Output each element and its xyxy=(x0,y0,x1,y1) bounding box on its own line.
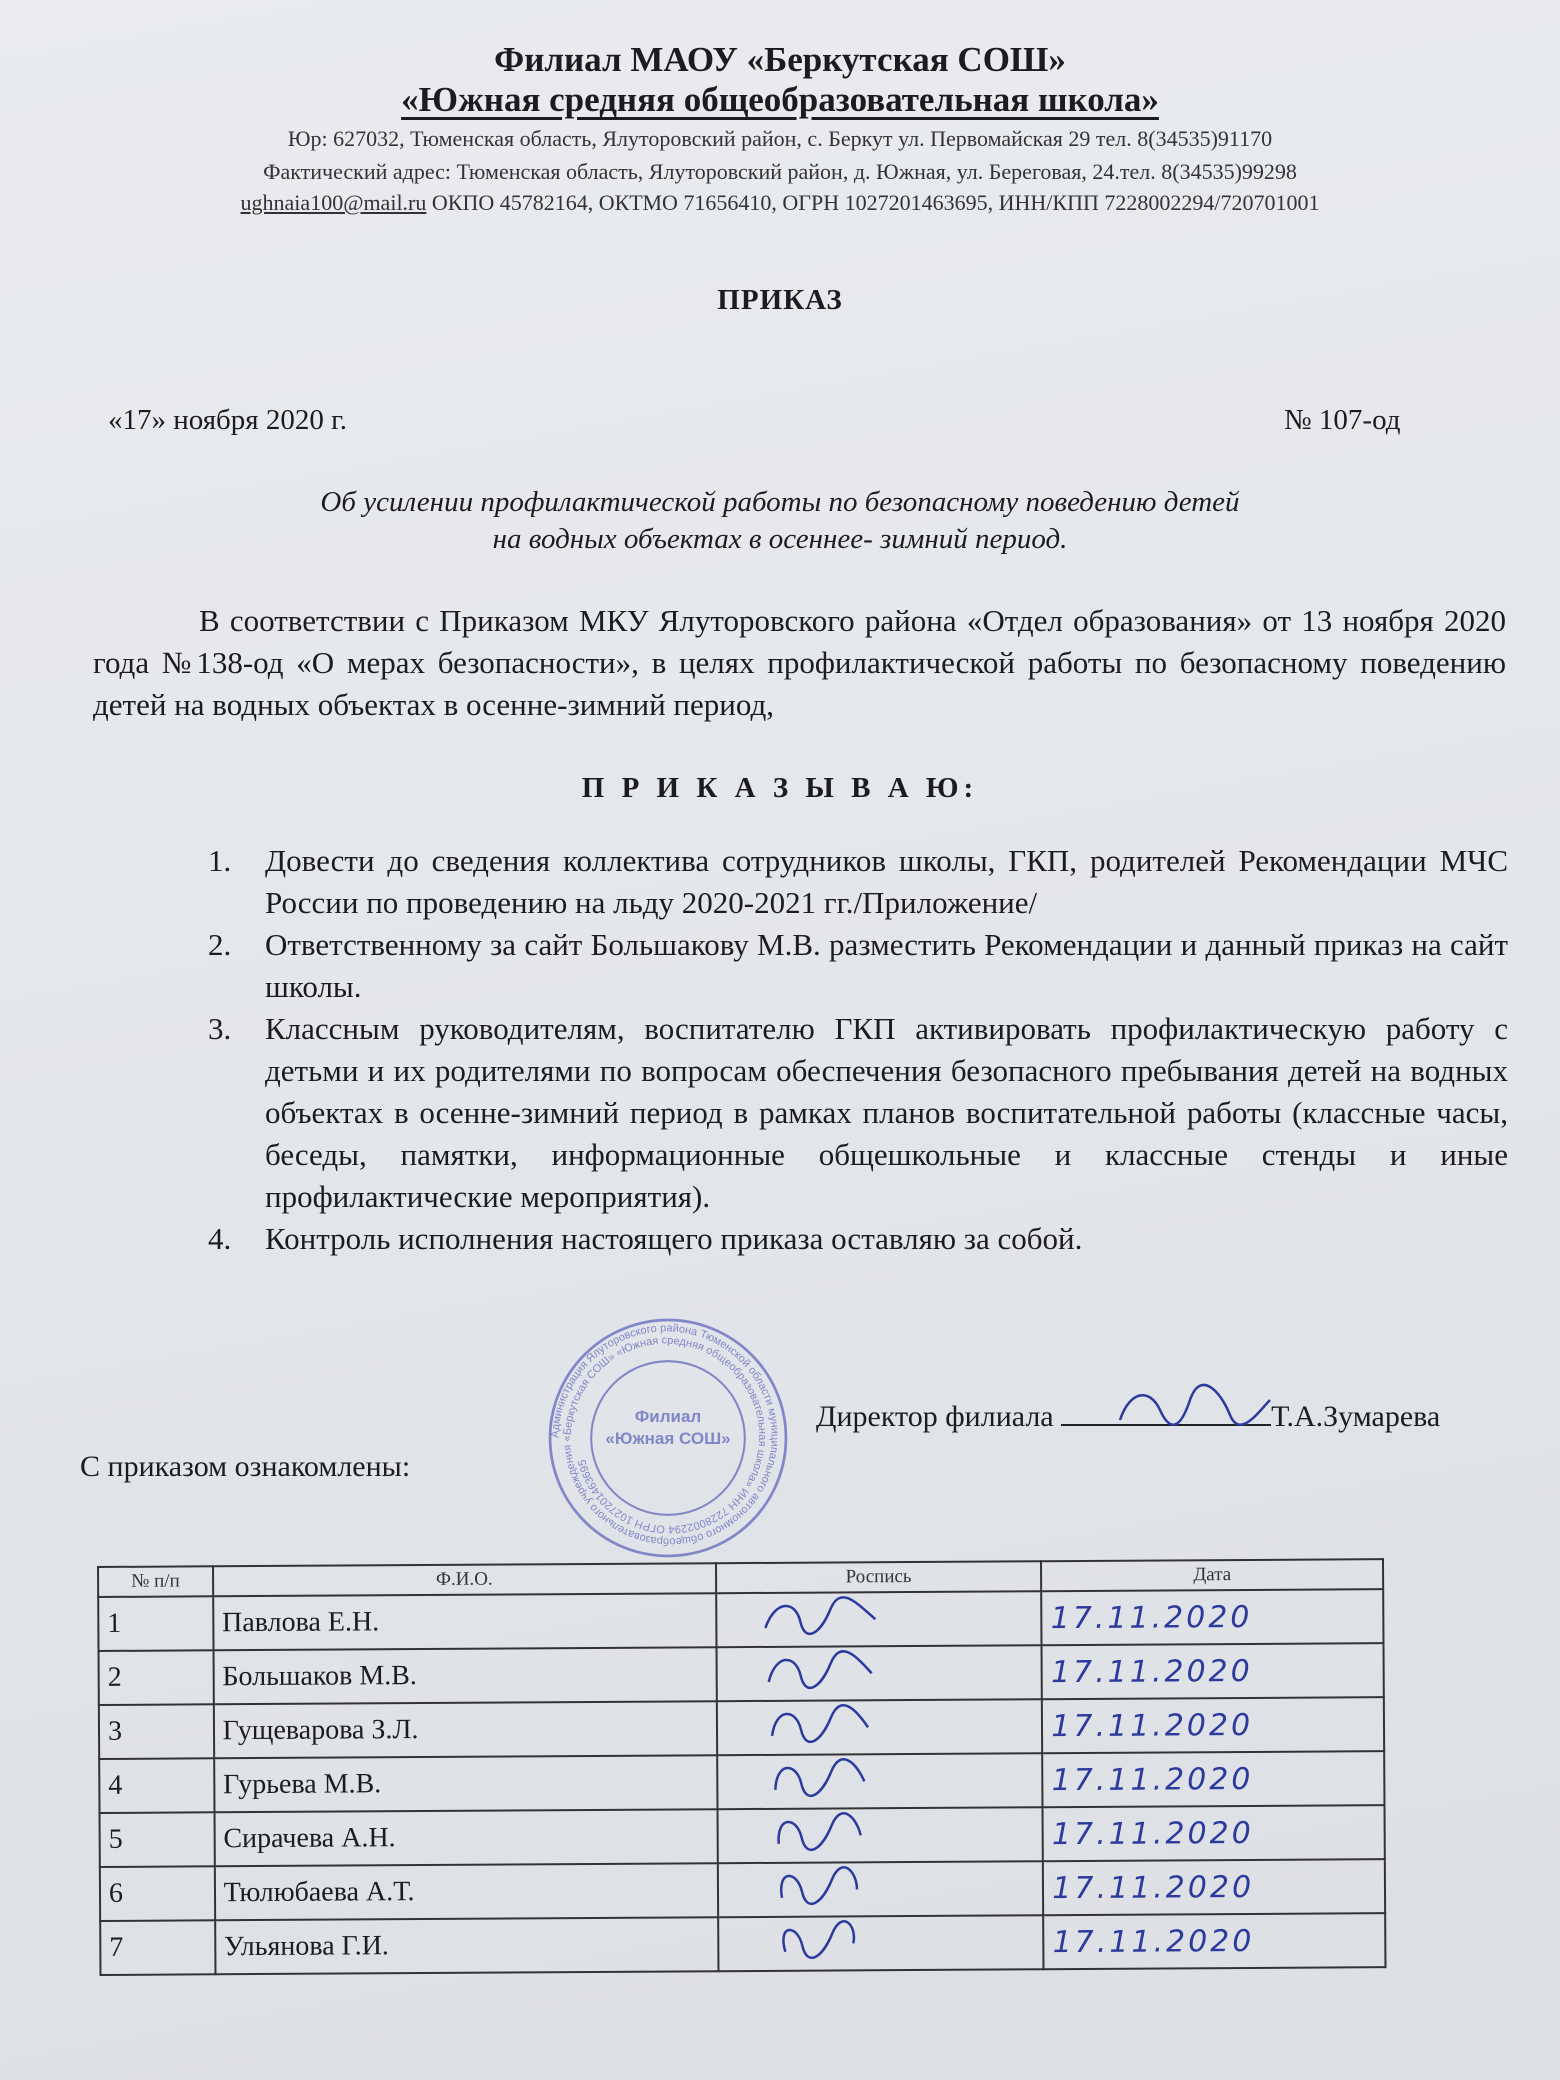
row-name: Павлова Е.Н. xyxy=(213,1593,716,1650)
item-number: 3. xyxy=(208,1011,232,1046)
row-signature xyxy=(718,1861,1044,1917)
table-row xyxy=(99,1643,1384,1705)
row-date: 17.11.2020 xyxy=(1042,1589,1384,1645)
row-date: 17.11.2020 xyxy=(1043,1805,1385,1861)
row-date: 17.11.2020 xyxy=(1042,1643,1384,1699)
col-name: Ф.И.О. xyxy=(213,1563,716,1596)
legal-address: Юр: 627032, Тюменская область, Ялуторовский район, с. Беркут ул. Первомайская 29 тел. 8(34535)91170 xyxy=(287,126,1273,151)
row-number: 7 xyxy=(100,1920,215,1975)
director-name: Т.А.Зумарева xyxy=(1271,1400,1441,1433)
row-signature xyxy=(717,1807,1043,1863)
row-number: 4 xyxy=(99,1758,214,1813)
contacts-line xyxy=(0,190,1560,216)
table-row xyxy=(99,1697,1384,1759)
row-name: Тюлюбаева А.Т. xyxy=(215,1863,718,1920)
actual-address: Фактический адрес: Тюменская область, Ялуторовский район, д. Южная, ул. Береговая, 24.тел. 8(34535)99298 xyxy=(263,159,1297,184)
order-item xyxy=(208,1218,1508,1260)
subject-line-1: Об усилении профилактической работы по безопасному поведению детей xyxy=(320,486,1240,518)
row-signature xyxy=(716,1645,1042,1701)
item-text: Довести до сведения коллектива сотрудников школы, ГКП, родителей Рекомендации МЧС России по проведению на льду 2020-2021 гг./Приложение/ xyxy=(265,843,1508,920)
row-date: 17.11.2020 xyxy=(1043,1751,1385,1807)
order-item xyxy=(208,924,1508,1008)
signature-icon xyxy=(727,1917,927,1962)
order-items xyxy=(208,840,1508,1260)
row-number: 5 xyxy=(100,1812,215,1867)
col-date: Дата xyxy=(1041,1559,1383,1591)
table-row xyxy=(99,1751,1384,1813)
order-item xyxy=(208,1008,1508,1218)
stamp-icon xyxy=(548,1318,788,1558)
signature-icon xyxy=(727,1863,927,1908)
row-date: 17.11.2020 xyxy=(1043,1859,1385,1915)
item-number: 4. xyxy=(208,1221,232,1256)
col-number: № п/п xyxy=(98,1566,213,1597)
codes: ОКПО 45782164, ОКТМО 71656410, ОГРН 1027201463695, ИНН/КПП 7228002294/720701001 xyxy=(426,190,1320,215)
item-text: Классным руководителям, воспитателю ГКП активировать профилактическую работу с детьми и их родителями по вопросам обеспечения безопасного пребывания детей на водных объектах в осенне-зимний период в рамках планов воспитательной работы (классные часы, беседы, памятки, информационные общешкольные и классные стенды и иные профилактические мероприятия). xyxy=(265,1011,1508,1214)
row-number: 6 xyxy=(100,1866,215,1921)
row-signature xyxy=(717,1699,1043,1755)
order-item xyxy=(208,840,1508,924)
acknowledged-label: С приказом ознакомлены: xyxy=(80,1450,411,1483)
stamp-center-text: Филиал «Южная СОШ» xyxy=(605,1407,731,1448)
row-signature xyxy=(716,1591,1042,1647)
row-name: Большаков М.В. xyxy=(213,1647,716,1704)
row-name: Гущеварова З.Л. xyxy=(214,1701,717,1758)
signature-icon xyxy=(725,1593,925,1638)
school-name xyxy=(0,80,1560,120)
row-number: 3 xyxy=(99,1704,214,1759)
row-number: 1 xyxy=(98,1596,213,1651)
row-name: Ульянова Г.И. xyxy=(215,1917,718,1974)
preamble-text: В соответствии с Приказом МКУ Ялуторовского района «Отдел образования» от 13 ноября 2020 года №138-од «О мерах безопасности», в целях профилактической работы по безопасному поведению детей на водных объектах в осенне-зимний период, xyxy=(93,603,1506,722)
doc-title: ПРИКАЗ xyxy=(717,284,843,316)
subject-line-2: на водных объектах в осеннее- зимний период. xyxy=(492,523,1068,555)
row-number: 2 xyxy=(99,1650,214,1705)
row-signature xyxy=(717,1753,1043,1809)
preamble xyxy=(93,600,1506,726)
table-row xyxy=(100,1913,1385,1975)
item-number: 2. xyxy=(208,927,232,962)
signature-icon xyxy=(726,1701,926,1746)
doc-date: «17» ноября 2020 г. xyxy=(108,404,348,436)
director-signature-icon xyxy=(1110,1380,1280,1440)
signature-icon xyxy=(726,1755,926,1800)
acknowledgement-table xyxy=(97,1558,1386,1976)
doc-number: № 107-од xyxy=(1284,404,1401,436)
order-word: П Р И К А З Ы В А Ю: xyxy=(581,772,979,804)
table-row xyxy=(100,1859,1385,1921)
email-link[interactable]: ughnaia100@mail.ru xyxy=(240,190,427,215)
table-row xyxy=(100,1805,1385,1867)
signature-icon xyxy=(726,1809,926,1854)
row-date: 17.11.2020 xyxy=(1042,1697,1384,1753)
row-name: Гурьева М.В. xyxy=(214,1755,717,1812)
item-text: Ответственному за сайт Большакову М.В. разместить Рекомендации и данный приказ на сайт школы. xyxy=(265,927,1508,1004)
item-text: Контроль исполнения настоящего приказа оставляю за собой. xyxy=(265,1221,1083,1256)
col-signature: Роспись xyxy=(716,1561,1042,1593)
org-name: Филиал МАОУ «Беркутская СОШ» xyxy=(494,40,1066,79)
item-number: 1. xyxy=(208,843,232,878)
school-name-text: «Южная средняя общеобразовательная школа» xyxy=(401,80,1159,119)
signature-icon xyxy=(725,1647,925,1692)
row-signature xyxy=(718,1915,1044,1971)
table-row xyxy=(98,1589,1383,1651)
director-label: Директор филиала xyxy=(816,1400,1054,1433)
row-name: Сирачева А.Н. xyxy=(214,1809,717,1866)
row-date: 17.11.2020 xyxy=(1043,1913,1385,1969)
stamp-ring-text: Администрация Ялуторовского района Тюменской области муниципального автономного общеобразовательного учреждения «Беркутская СОШ» «Южная средняя общеобразовательная школа» ИНН 7228002294 ОГРН 1027201463695 xyxy=(549,1322,781,1548)
